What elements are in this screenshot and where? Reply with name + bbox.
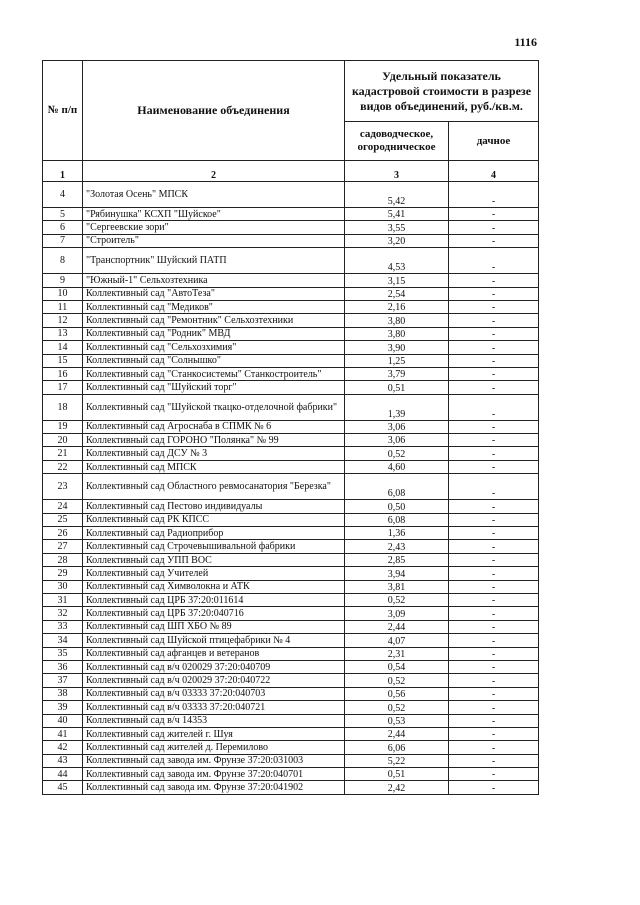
table-row [43, 341, 539, 354]
table-row [43, 221, 539, 234]
row-garden-value: 6,06 [345, 741, 449, 754]
row-number: 22 [43, 460, 83, 473]
row-dacha-value: - [449, 714, 539, 727]
row-number: 11 [43, 300, 83, 313]
row-number: 24 [43, 500, 83, 513]
row-name: Коллективный сад "Медиков" [83, 300, 345, 313]
row-name: Коллективный сад в/ч 020029 37:20:040709 [83, 660, 345, 673]
row-garden-value: 1,25 [345, 354, 449, 367]
row-number: 17 [43, 381, 83, 394]
row-garden-value: 3,80 [345, 327, 449, 340]
row-dacha-value: - [449, 593, 539, 606]
row-dacha-value: - [449, 620, 539, 633]
row-name: Коллективный сад жителей г. Шуя [83, 727, 345, 740]
row-dacha-value: - [449, 754, 539, 767]
row-name: Коллективный сад ЦРБ 37:20:011614 [83, 593, 345, 606]
row-name: Коллективный сад в/ч 020029 37:20:040722 [83, 674, 345, 687]
row-number: 27 [43, 540, 83, 553]
row-garden-value: 2,42 [345, 781, 449, 794]
row-name: Коллективный сад в/ч 03333 37:20:040703 [83, 687, 345, 700]
table-row [43, 714, 539, 727]
row-garden-value: 3,20 [345, 234, 449, 247]
row-name: Коллективный сад ШП ХБО № 89 [83, 620, 345, 633]
row-dacha-value: - [449, 674, 539, 687]
row-dacha-value: - [449, 274, 539, 287]
row-dacha-value: - [449, 540, 539, 553]
column-index: 2 [83, 161, 345, 182]
row-garden-value: 2,16 [345, 300, 449, 313]
row-dacha-value: - [449, 647, 539, 660]
header-dacha: дачное [449, 122, 539, 161]
row-number: 10 [43, 287, 83, 300]
row-number: 13 [43, 327, 83, 340]
row-name: Коллективный сад "Сельхозхимия" [83, 341, 345, 354]
table-row [43, 274, 539, 287]
row-garden-value: 0,52 [345, 447, 449, 460]
row-garden-value: 1,39 [345, 394, 449, 420]
row-name: Коллективный сад "Родник" МВД [83, 327, 345, 340]
table-row [43, 300, 539, 313]
row-name: Коллективный сад Шуйской птицефабрики № 4 [83, 634, 345, 647]
row-number: 45 [43, 781, 83, 794]
row-garden-value: 2,44 [345, 620, 449, 633]
table-row [43, 540, 539, 553]
row-garden-value: 0,50 [345, 500, 449, 513]
table-row [43, 754, 539, 767]
table-row [43, 447, 539, 460]
row-name: "Сергеевские зори" [83, 221, 345, 234]
row-name: Коллективный сад Строчевышивальной фабрики [83, 540, 345, 553]
row-garden-value: 3,06 [345, 434, 449, 447]
table-row [43, 208, 539, 221]
row-dacha-value: - [449, 513, 539, 526]
row-number: 18 [43, 394, 83, 420]
row-number: 26 [43, 527, 83, 540]
row-dacha-value: - [449, 474, 539, 500]
row-garden-value: 2,44 [345, 727, 449, 740]
row-name: Коллективный сад "Солнышко" [83, 354, 345, 367]
row-dacha-value: - [449, 420, 539, 433]
row-name: Коллективный сад ГОРОНО "Полянка" № 99 [83, 434, 345, 447]
row-number: 28 [43, 553, 83, 566]
table-row [43, 660, 539, 673]
table-row [43, 513, 539, 526]
row-number: 44 [43, 768, 83, 781]
table-row [43, 647, 539, 660]
row-name: Коллективный сад "АвтоТеза" [83, 287, 345, 300]
row-dacha-value: - [449, 287, 539, 300]
row-name: Коллективный сад завода им. Фрунзе 37:20:040701 [83, 768, 345, 781]
row-dacha-value: - [449, 660, 539, 673]
row-garden-value: 4,53 [345, 248, 449, 274]
row-name: Коллективный сад жителей д. Перемилово [83, 741, 345, 754]
table-row [43, 727, 539, 740]
row-garden-value: 6,08 [345, 474, 449, 500]
row-garden-value: 2,31 [345, 647, 449, 660]
row-garden-value: 4,60 [345, 460, 449, 473]
row-name: Коллективный сад в/ч 14353 [83, 714, 345, 727]
row-dacha-value: - [449, 527, 539, 540]
table-row [43, 768, 539, 781]
header-name: Наименование объединения [83, 61, 345, 161]
row-dacha-value: - [449, 687, 539, 700]
row-dacha-value: - [449, 341, 539, 354]
table-row [43, 500, 539, 513]
row-name: Коллективный сад "Шуйской ткацко-отделочной фабрики" [83, 394, 345, 420]
row-number: 4 [43, 182, 83, 208]
cadastral-value-table [42, 60, 539, 795]
row-name: Коллективный сад Агроснаба в СПМК № 6 [83, 420, 345, 433]
row-number: 20 [43, 434, 83, 447]
table-row [43, 460, 539, 473]
row-number: 34 [43, 634, 83, 647]
row-garden-value: 3,80 [345, 314, 449, 327]
row-dacha-value: - [449, 567, 539, 580]
row-dacha-value: - [449, 314, 539, 327]
row-garden-value: 0,51 [345, 381, 449, 394]
row-number: 40 [43, 714, 83, 727]
row-number: 12 [43, 314, 83, 327]
table-row [43, 234, 539, 247]
row-number: 7 [43, 234, 83, 247]
header-group: Удельный показатель кадастровой стоимости в разрезе видов объединений, руб./кв.м. [345, 61, 539, 122]
row-number: 19 [43, 420, 83, 433]
row-garden-value: 0,54 [345, 660, 449, 673]
row-name: Коллективный сад Учителей [83, 567, 345, 580]
row-garden-value: 2,85 [345, 553, 449, 566]
row-dacha-value: - [449, 447, 539, 460]
row-name: Коллективный сад РК КПСС [83, 513, 345, 526]
row-number: 16 [43, 367, 83, 380]
row-number: 25 [43, 513, 83, 526]
table-row [43, 607, 539, 620]
table-row [43, 634, 539, 647]
row-garden-value: 3,15 [345, 274, 449, 287]
row-number: 42 [43, 741, 83, 754]
row-number: 43 [43, 754, 83, 767]
table-row [43, 287, 539, 300]
row-dacha-value: - [449, 234, 539, 247]
row-dacha-value: - [449, 327, 539, 340]
column-index: 4 [449, 161, 539, 182]
row-number: 35 [43, 647, 83, 660]
row-number: 41 [43, 727, 83, 740]
table-row [43, 687, 539, 700]
row-number: 29 [43, 567, 83, 580]
header-number: № п/п [43, 61, 83, 161]
table-row [43, 553, 539, 566]
row-name: Коллективный сад афганцев и ветеранов [83, 647, 345, 660]
row-name: Коллективный сад Пестово индивидуалы [83, 500, 345, 513]
row-number: 30 [43, 580, 83, 593]
row-garden-value: 6,08 [345, 513, 449, 526]
row-garden-value: 3,09 [345, 607, 449, 620]
row-garden-value: 0,52 [345, 674, 449, 687]
table-row [43, 314, 539, 327]
row-name: Коллективный сад "Ремонтник" Сельхозтехники [83, 314, 345, 327]
table-row [43, 474, 539, 500]
row-garden-value: 3,81 [345, 580, 449, 593]
table-row [43, 567, 539, 580]
row-number: 39 [43, 701, 83, 714]
row-dacha-value: - [449, 701, 539, 714]
row-number: 38 [43, 687, 83, 700]
row-dacha-value: - [449, 367, 539, 380]
row-number: 31 [43, 593, 83, 606]
table-row [43, 367, 539, 380]
row-number: 21 [43, 447, 83, 460]
row-dacha-value: - [449, 727, 539, 740]
row-garden-value: 3,90 [345, 341, 449, 354]
table-row [43, 674, 539, 687]
row-dacha-value: - [449, 394, 539, 420]
row-dacha-value: - [449, 460, 539, 473]
row-name: "Строитель" [83, 234, 345, 247]
row-garden-value: 0,53 [345, 714, 449, 727]
row-dacha-value: - [449, 634, 539, 647]
row-name: Коллективный сад УПП ВОС [83, 553, 345, 566]
row-number: 37 [43, 674, 83, 687]
row-dacha-value: - [449, 768, 539, 781]
table-row [43, 434, 539, 447]
row-number: 9 [43, 274, 83, 287]
row-garden-value: 3,79 [345, 367, 449, 380]
row-garden-value: 5,41 [345, 208, 449, 221]
row-garden-value: 4,07 [345, 634, 449, 647]
row-garden-value: 3,94 [345, 567, 449, 580]
table-row [43, 327, 539, 340]
row-name: Коллективный сад "Шуйский торг" [83, 381, 345, 394]
table-row [43, 741, 539, 754]
row-dacha-value: - [449, 354, 539, 367]
row-number: 8 [43, 248, 83, 274]
row-garden-value: 5,42 [345, 182, 449, 208]
row-name: Коллективный сад ДСУ № 3 [83, 447, 345, 460]
row-dacha-value: - [449, 208, 539, 221]
table-row [43, 354, 539, 367]
row-name: Коллективный сад МПСК [83, 460, 345, 473]
row-name: Коллективный сад завода им. Фрунзе 37:20:041902 [83, 781, 345, 794]
row-dacha-value: - [449, 182, 539, 208]
row-name: Коллективный сад в/ч 03333 37:20:040721 [83, 701, 345, 714]
header-garden: садоводческое, огородническое [345, 122, 449, 161]
row-garden-value: 3,06 [345, 420, 449, 433]
row-number: 14 [43, 341, 83, 354]
row-dacha-value: - [449, 580, 539, 593]
column-index: 3 [345, 161, 449, 182]
row-name: Коллективный сад ЦРБ 37:20:040716 [83, 607, 345, 620]
row-number: 36 [43, 660, 83, 673]
row-garden-value: 2,43 [345, 540, 449, 553]
row-name: Коллективный сад Радиоприбор [83, 527, 345, 540]
table-row [43, 701, 539, 714]
table-row [43, 620, 539, 633]
row-dacha-value: - [449, 300, 539, 313]
table-row [43, 381, 539, 394]
row-name: "Золотая Осень" МПСК [83, 182, 345, 208]
row-number: 32 [43, 607, 83, 620]
row-garden-value: 3,55 [345, 221, 449, 234]
row-dacha-value: - [449, 381, 539, 394]
table-row [43, 527, 539, 540]
row-garden-value: 5,22 [345, 754, 449, 767]
row-garden-value: 1,36 [345, 527, 449, 540]
table-row [43, 580, 539, 593]
row-garden-value: 0,51 [345, 768, 449, 781]
row-dacha-value: - [449, 781, 539, 794]
row-number: 6 [43, 221, 83, 234]
table-row [43, 248, 539, 274]
row-number: 33 [43, 620, 83, 633]
row-dacha-value: - [449, 607, 539, 620]
row-number: 5 [43, 208, 83, 221]
row-dacha-value: - [449, 248, 539, 274]
row-garden-value: 2,54 [345, 287, 449, 300]
row-dacha-value: - [449, 741, 539, 754]
page-number: 1116 [514, 35, 537, 49]
table-row [43, 781, 539, 794]
column-index: 1 [43, 161, 83, 182]
row-dacha-value: - [449, 221, 539, 234]
row-dacha-value: - [449, 434, 539, 447]
row-number: 23 [43, 474, 83, 500]
row-garden-value: 0,52 [345, 701, 449, 714]
row-garden-value: 0,56 [345, 687, 449, 700]
row-name: Коллективный сад Областного ревмосанатория "Березка" [83, 474, 345, 500]
row-garden-value: 0,52 [345, 593, 449, 606]
row-name: "Южный-1" Сельхозтехника [83, 274, 345, 287]
table-row [43, 593, 539, 606]
row-name: "Рябинушка" КСХП "Шуйское" [83, 208, 345, 221]
table-row [43, 420, 539, 433]
column-index-row [43, 161, 539, 182]
row-dacha-value: - [449, 500, 539, 513]
row-name: Коллективный сад Химволокна и АТК [83, 580, 345, 593]
row-dacha-value: - [449, 553, 539, 566]
table-row [43, 182, 539, 208]
row-number: 15 [43, 354, 83, 367]
table-row [43, 394, 539, 420]
row-name: "Транспортник" Шуйский ПАТП [83, 248, 345, 274]
row-name: Коллективный сад завода им. Фрунзе 37:20:031003 [83, 754, 345, 767]
row-name: Коллективный сад "Станкосистемы" Станкостроитель" [83, 367, 345, 380]
